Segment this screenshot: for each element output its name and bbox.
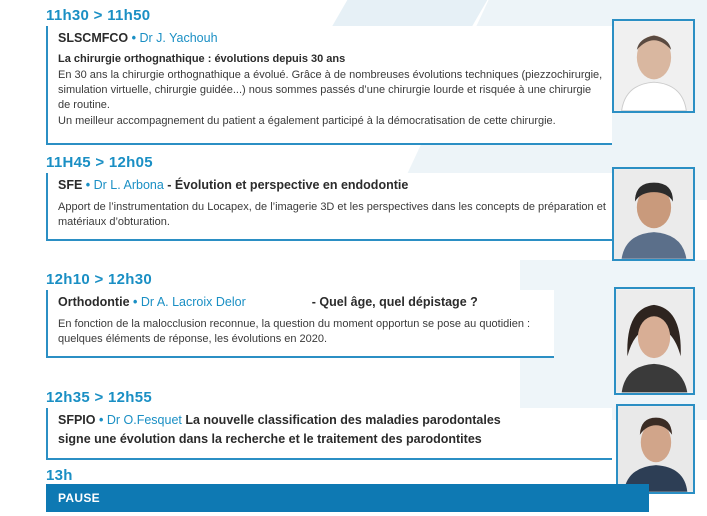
- separator-dot: •: [95, 413, 107, 427]
- pause-label: PAUSE: [58, 491, 100, 505]
- speaker-photo: [612, 19, 695, 113]
- session-description: En fonction de la malocclusion reconnue, la question du moment opportun se pose au quotidien : quelques éléments de réponse, les évolutions en 2020.: [58, 318, 531, 345]
- session-org: Orthodontie: [58, 295, 130, 309]
- speaker-portrait-icon: [614, 21, 693, 111]
- pause-time: 13h: [46, 467, 73, 484]
- separator-dot: •: [128, 31, 140, 45]
- speaker-photo: [612, 167, 695, 261]
- session-org: SFE: [58, 178, 83, 192]
- pause-banner: [46, 484, 649, 512]
- session-header: [58, 177, 604, 194]
- session-description: Apport de l’instrumentation du Locapex, de l’imagerie 3D et les perspectives dans les concepts de préparation et matériaux d’obturation.: [58, 201, 606, 228]
- session-title: La nouvelle classification des maladies parodontales: [181, 413, 501, 427]
- session-speaker: Dr J. Yachouh: [139, 31, 218, 45]
- speaker-photo: [614, 287, 695, 395]
- separator-dot: •: [82, 178, 94, 192]
- session-description: En 30 ans la chirurgie orthognathique a évolué. Grâce à de nombreuses évolutions techniques (piezzochirurgie, simulation virtuelle, chirurgie guidée...) nous sommes passés d’une chirurgie lourde et risquée à une chirurgie de routine.: [58, 69, 603, 111]
- session-title-line2: signe une évolution dans la recherche et le traitement des parodontites: [58, 432, 482, 446]
- session-time: 12h35 > 12h55: [46, 389, 153, 406]
- separator-dot: •: [129, 295, 141, 309]
- session-speaker: Dr O.Fesquet: [106, 413, 182, 427]
- session-org: SLSCMFCO: [58, 31, 129, 45]
- session-description: Un meilleur accompagnement du patient a également participé à la démocratisation de cette chirurgie.: [58, 115, 556, 127]
- session-card: [46, 408, 612, 460]
- session-speaker: Dr A. Lacroix Delor: [140, 295, 246, 309]
- session-header: [58, 30, 604, 47]
- session-header: [58, 412, 604, 429]
- session-title: - Quel âge, quel dépistage ?: [311, 295, 478, 309]
- session-speaker: Dr L. Arbona: [93, 178, 164, 192]
- speaker-portrait-icon: [616, 289, 693, 393]
- session-title: La chirurgie orthognathique : évolutions depuis 30 ans: [58, 53, 346, 65]
- session-card: [46, 290, 554, 358]
- session-org: SFPIO: [58, 413, 96, 427]
- session-time: 11h30 > 11h50: [46, 7, 151, 24]
- speaker-photo: [616, 404, 695, 494]
- speaker-portrait-icon: [614, 169, 693, 259]
- session-title: - Évolution et perspective en endodontie: [163, 178, 409, 192]
- speaker-portrait-icon: [618, 406, 693, 492]
- session-time: 12h10 > 12h30: [46, 271, 153, 288]
- session-card: [46, 26, 612, 145]
- session-card: [46, 173, 612, 241]
- session-header: [58, 294, 546, 311]
- session-time: 11H45 > 12h05: [46, 154, 153, 171]
